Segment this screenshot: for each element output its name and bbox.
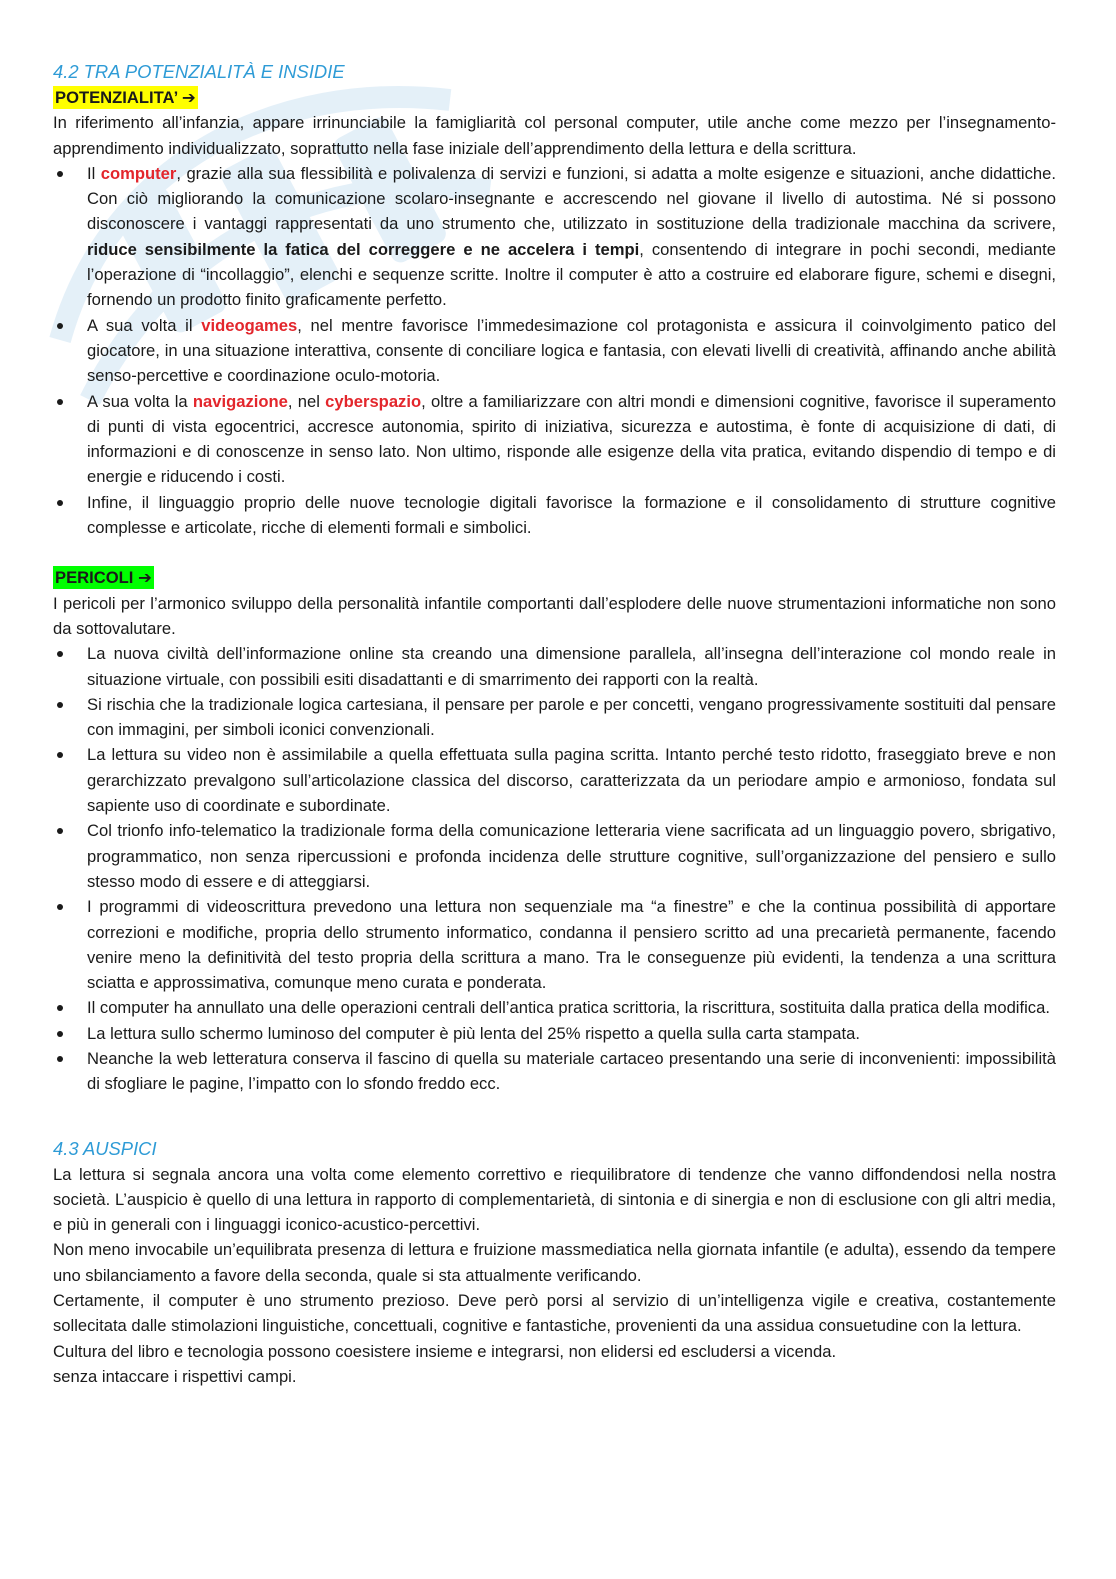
pericoli-list	[53, 641, 1056, 1096]
auspici-paragraph: senza intaccare i rispettivi campi.	[53, 1366, 297, 1386]
list-item: La lettura su video non è assimilabile a quella effettuata sulla pagina scritta. Intanto perché testo ridotto, fraseggiato breve e non gerarchizzato prevalgono sull’articolazione classica del discorso, caratterizzata da un periodare ampio e armonioso, fondata sul sapiente uso di coordinate e subordinate.	[53, 742, 1056, 818]
auspici-paragraph: Cultura del libro e tecnologia possono coesistere insieme e integrarsi, non elidersi ed escludersi a vicenda.	[53, 1341, 837, 1361]
list-item: Neanche la web letteratura conserva il fascino di quella su materiale cartaceo presentando una serie di inconvenienti: impossibilità di sfogliare le pagine, l’impatto con lo sfondo freddo ecc.	[53, 1046, 1056, 1097]
auspici-paragraph: Non meno invocabile un’equilibrata presenza di lettura e fruizione massmediatica nella giornata infantile (e adulta), essendo da tempere uno sbilanciamento a favore della seconda, quale si sta attualmente verificando.	[53, 1240, 1056, 1285]
list-item: Col trionfo info-telematico la tradizionale forma della comunicazione letteraria viene sacrificata ad un linguaggio povero, sbrigativo, programmatico, non senza ripercussioni e profonda incidenza delle strutture cognitive, sull’organizzazione del pensiero e sullo stesso modo di essere e di atteggiarsi.	[53, 818, 1056, 894]
auspici-paragraph: Certamente, il computer è uno strumento prezioso. Deve però porsi al servizio di un’intelligenza vigile e creativa, costantemente sollecitata dalle stimolazioni linguistiche, concettuali, cognitive e fantastiche, provenienti da una assidua consuetudine con la lettura.	[53, 1291, 1056, 1336]
list-item: Il computer, grazie alla sua flessibilità e polivalenza di servizi e funzioni, si adatta a molte esigenze e situazioni, anche didattiche. Con ciò migliorando la comunicazione scolaro-insegnante e accrescendo nel giovane il livello di autostima. Né si possono disconoscere i vantaggi rappresentati da uno strumento che, utilizzato in sostituzione della tradizionale macchina da scrivere, riduce sensibilmente la fatica del correggere e ne accelera i tempi, consentendo di integrare in pochi secondi, mediante l’operazione di “incollaggio”, elenchi e sequenze scritte. Inoltre il computer è atto a costruire ed elaborare figure, schemi e disegni, fornendo un prodotto finito graficamente perfetto.	[53, 161, 1056, 313]
pericoli-label: PERICOLI ➔	[55, 568, 152, 588]
keyword-computer: computer	[100, 163, 177, 183]
auspici-paragraph: La lettura si segnala ancora una volta come elemento correttivo e riequilibratore di tendenze che vanno diffondendosi nella nostra società. L’auspicio è quello di una lettura in rapporto di complementarietà, di sintonia e di sinergia e non di esclusione con gli altri media, e più in generali con i linguaggi iconico-acustico-percettivi.	[53, 1164, 1056, 1235]
list-item: La nuova civiltà dell’informazione online sta creando una dimensione parallela, all’insegna dell’interazione col mondo reale in situazione virtuale, con possibili esiti disadattanti e di smarrimento dei rapporti con la realtà.	[53, 641, 1056, 692]
list-item: Il computer ha annullato una delle operazioni centrali dell’antica pratica scrittoria, la riscrittura, sostituita dalla pratica della modifica.	[53, 995, 1056, 1020]
document-page	[53, 58, 1056, 1389]
list-item: Si rischia che la tradizionale logica cartesiana, il pensare per parole e per concetti, vengano progressivamente sostituiti dal pensare con immagini, per simboli iconici convenzionali.	[53, 692, 1056, 743]
potenzialita-label: POTENZIALITA’ ➔	[55, 88, 196, 107]
keyword-navigazione: navigazione	[192, 391, 288, 411]
keyword-cyberspazio: cyberspazio	[325, 391, 422, 411]
list-item: A sua volta il videogames, nel mentre favorisce l’immedesimazione col protagonista e assicura il coinvolgimento patico del giocatore, in una situazione interattiva, consente di conciliare logica e fantasia, con elevati livelli di creatività, affinando anche abilità senso-percettive e coordinazione oculo-motoria.	[53, 313, 1056, 389]
bold-phrase: riduce sensibilmente la fatica del correggere e ne accelera i tempi	[87, 239, 640, 259]
list-item: I programmi di videoscrittura prevedono una lettura non sequenziale ma “a finestre” e che la continua possibilità di apportare correzioni e modifiche, propria dello strumento informatico, condanna il pensiero scritto ad una precarietà permanente, facendo venire meno la definitività del testo propria della scrittura a mano. Tra le conseguenze più evidenti, la tendenza a una scrittura sciatta e approssimativa, comunque meno curata e ponderata.	[53, 894, 1056, 995]
keyword-videogames: videogames	[201, 315, 298, 335]
list-item: La lettura sullo schermo luminoso del computer è più lenta del 25% rispetto a quella sulla carta stampata.	[53, 1021, 1056, 1046]
list-item: Infine, il linguaggio proprio delle nuove tecnologie digitali favorisce la formazione e il consolidamento di strutture cognitive complesse e articolate, ricche di elementi formali e simbolici.	[53, 490, 1056, 541]
list-item: A sua volta la navigazione, nel cyberspazio, oltre a familiarizzare con altri mondi e dimensioni cognitive, favorisce il superamento di punti di vista egocentrici, accresce autonomia, spirito di iniziativa, sicurezza e autostima, è fonte di acquisizione di dati, di informazioni e di conoscenze in senso lato. Non ultimo, risponde alle esigenze della vita pratica, evitando dispendio di tempo e di energie e riducendo i costi.	[53, 389, 1056, 490]
section-heading-4-3: 4.3 AUSPICI	[53, 1137, 157, 1159]
section-heading-4-2: 4.2 TRA POTENZIALITÀ E INSIDIE	[53, 61, 345, 82]
potenzialita-intro: In riferimento all’infanzia, appare irrinunciabile la famigliarità col personal computer, utile anche come mezzo per l’insegnamento-apprendimento individualizzato, soprattutto nella fase iniziale dell’apprendimento della lettura e della scrittura.	[53, 113, 1056, 158]
potenzialita-list	[53, 161, 1056, 540]
pericoli-intro: I pericoli per l’armonico sviluppo della personalità infantile comportanti dall’esplodere delle nuove strumentazioni informatiche non sono da sottovalutare.	[53, 593, 1056, 638]
